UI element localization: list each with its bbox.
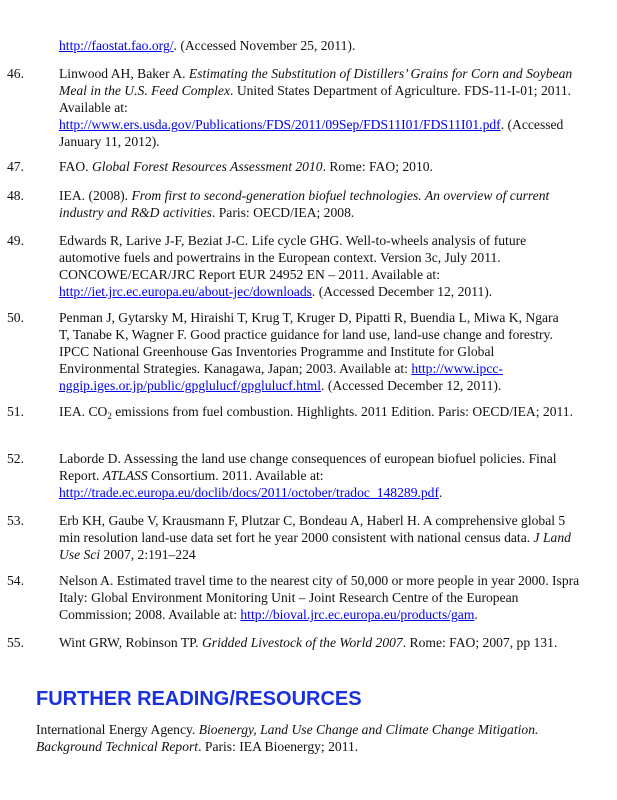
reference-details: . Paris: IEA Bioenergy; 2011.	[198, 739, 359, 754]
reference-number: 54.	[7, 573, 24, 588]
reference-number: 55.	[7, 635, 24, 650]
reference-title: Bioenergy, Land Use Change and Climate Change Mitigation. Background Technical Report	[36, 722, 539, 754]
reference-authors: Linwood AH, Baker A.	[59, 66, 189, 81]
reference-tail: . (Accessed December 12, 2011).	[311, 284, 493, 299]
reference-title: Gridded Livestock of the World 2007	[201, 635, 403, 650]
reference-authors: FAO.	[59, 159, 92, 174]
reference-text: IEA. CO	[59, 404, 108, 419]
access-note: . (Accessed November 25, 2011).	[173, 38, 356, 53]
reference-continuation	[0, 37, 590, 54]
reference-50	[0, 309, 590, 394]
reference-number: 51.	[7, 404, 24, 419]
further-reading-entry	[36, 721, 596, 755]
reference-number: 46.	[7, 66, 24, 81]
reference-55	[0, 634, 590, 651]
reference-details: . Rome: FAO; 2007, pp 131.	[402, 635, 558, 650]
reference-details: Consortium. 2011. Available at:	[147, 468, 324, 483]
reference-link[interactable]: http://www.ipcc-nggip.iges.or.jp/public/gpglulucf/gpglulucf.html	[59, 361, 503, 393]
reference-title: From first to second-generation biofuel technologies. An overview of current industry and R&D activities	[59, 188, 550, 220]
reference-authors: IEA. (2008).	[59, 188, 132, 203]
reference-authors: Penman J, Gytarsky M, Hiraishi T, Krug T, Kruger D, Pipatti R, Buendia L, Miwa K, Ngara T, Tanabe K, Wagner F. Good practice guidance for land use, land-use change and forestry. IPCC National Greenhouse Gas Inventories Programme and Institute for Global Environmental Strategies. Kanagawa, Japan; 2003. Available at:	[59, 310, 559, 376]
reference-authors: Wint GRW, Robinson TP.	[59, 635, 202, 650]
reference-number: 47.	[7, 159, 24, 174]
reference-52	[0, 450, 590, 501]
reference-tail: . (Accessed December 12, 2011).	[321, 378, 502, 393]
reference-authors: Edwards R, Larive J-F, Beziat J-C. Life cycle GHG. Well-to-wheels analysis of future automotive fuels and powertrains in the European context. Version 3c, July 2011. CONCOWE/ECAR/JRC Report EUR 24952 EN – 2011. Available at:	[59, 233, 527, 282]
faostat-link[interactable]: http://faostat.fao.org/	[59, 38, 174, 53]
reference-title: Global Forest Resources Assessment 2010	[91, 159, 323, 174]
reference-number: 49.	[7, 233, 24, 248]
reference-number: 48.	[7, 188, 24, 203]
reference-51	[0, 403, 590, 420]
reference-title: J Land Use Sci	[59, 530, 571, 562]
reference-53	[0, 512, 590, 563]
reference-54	[0, 572, 590, 623]
reference-authors: Laborde D. Assessing the land use change consequences of european biofuel policies. Final Report.	[59, 451, 557, 483]
reference-link[interactable]: http://iet.jrc.ec.europa.eu/about-jec/downloads	[59, 284, 312, 299]
reference-number: 53.	[7, 513, 24, 528]
reference-title: Estimating the Substitution of Distillers’ Grains for Corn and Soybean Meal in the U.S. Feed Complex	[59, 66, 573, 98]
reference-number: 50.	[7, 310, 24, 325]
reference-number: 52.	[7, 451, 24, 466]
reference-text: emissions from fuel combustion. Highlights. 2011 Edition. Paris: OECD/IEA; 2011.	[111, 404, 574, 419]
reference-tail: . (Accessed January 11, 2012).	[59, 117, 564, 149]
reference-47	[0, 158, 590, 175]
subscript: 2	[107, 411, 112, 421]
reference-authors: Erb KH, Gaube V, Krausmann F, Plutzar C, Bondeau A, Haberl H. A comprehensive global 5 min resolution land-use data set fort he year 2000 consistent with national census data.	[59, 513, 566, 545]
reference-tail: .	[474, 607, 478, 622]
reference-title: ATLASS	[102, 468, 148, 483]
reference-tail: .	[439, 485, 443, 500]
reference-details: . Rome: FAO; 2010.	[322, 159, 433, 174]
reference-49	[0, 232, 590, 300]
reference-details: . United States Department of Agriculture. FDS-11-I-01; 2011. Available at:	[59, 83, 572, 115]
reference-link[interactable]: http://trade.ec.europa.eu/doclib/docs/2011/october/tradoc_148289.pdf	[59, 485, 440, 500]
reference-details: 2007, 2:191–224	[100, 547, 196, 562]
reference-link[interactable]: http://www.ers.usda.gov/Publications/FDS/2011/09Sep/FDS11I01/FDS11I01.pdf	[59, 117, 501, 132]
section-heading: FURTHER READING/RESOURCES	[36, 688, 362, 710]
reference-authors: International Energy Agency.	[36, 722, 199, 737]
reference-48	[0, 187, 590, 221]
reference-authors: Nelson A. Estimated travel time to the nearest city of 50,000 or more people in year 2000. Ispra Italy: Global Environment Monitoring Unit – Joint Research Centre of the European Commission; 2008. Available at:	[59, 573, 580, 622]
reference-46	[0, 65, 590, 150]
reference-link[interactable]: http://bioval.jrc.ec.europa.eu/products/gam	[240, 607, 475, 622]
reference-details: . Paris: OECD/IEA; 2008.	[211, 205, 355, 220]
